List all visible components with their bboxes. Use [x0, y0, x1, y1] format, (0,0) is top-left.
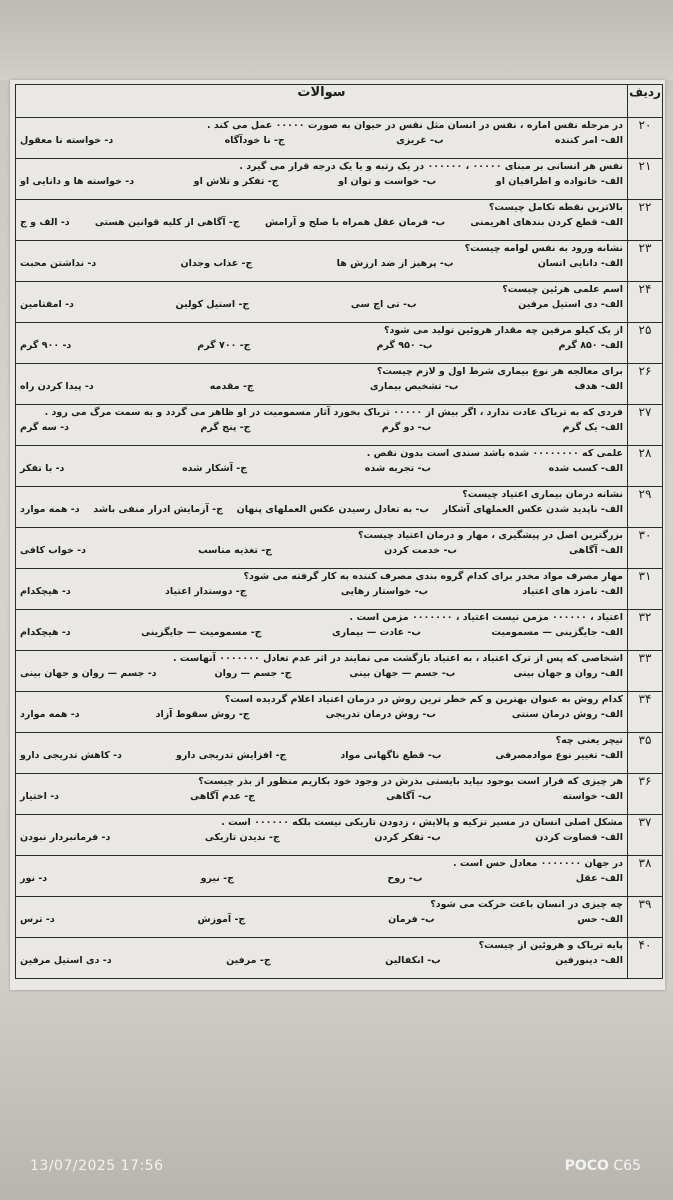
option-d: د- جسم — روان و جهان بینی [20, 668, 157, 679]
answer-options [16, 664, 627, 681]
option-c: ج- دوستدار اعتیاد [165, 586, 247, 597]
option-b: ب- تی اچ سی [350, 299, 417, 310]
question-text: در مرحله نفس اماره ، نفس در انسان مثل نفس در حیوان به صورت ۰۰۰۰۰ عمل می کند . [207, 120, 623, 131]
option-c: ج- پنج گرم [200, 422, 251, 433]
option-b: ب- روح [387, 873, 423, 884]
question-cell [16, 569, 628, 610]
question-cell [16, 528, 628, 569]
answer-options [16, 213, 627, 230]
question-cell [16, 159, 628, 200]
question-cell [16, 282, 628, 323]
question-cell [16, 651, 628, 692]
question-text: در جهان ۰۰۰۰۰۰۰ معادل حس است . [452, 858, 623, 869]
option-a: الف- خانواده و اطرافیان او [495, 176, 623, 187]
question-text: اسم علمی هرئین چیست؟ [502, 284, 623, 295]
option-a: الف- جایگزینی — مسمومیت [491, 627, 623, 638]
option-c: ج- ندیدن تاریکی [204, 832, 280, 843]
answer-options [16, 459, 627, 476]
option-c: ج- مقدمه [209, 381, 254, 392]
option-b: ب- خدمت کردن [384, 545, 457, 556]
option-a: الف- دی استیل مرفین [518, 299, 623, 310]
question-text: اشخاصی که پس از ترک اعتیاد ، به اعتیاد بازگشت می نمایند در اثر عدم تعادل ۰۰۰۰۰۰۰ آنهاست . [172, 653, 623, 664]
question-cell [16, 938, 628, 979]
row-number-header: ردیف [628, 85, 663, 118]
question-number: ۲۹ [628, 487, 663, 528]
question-number: ۳۸ [628, 856, 663, 897]
option-b: ب- عادت — بیماری [331, 627, 421, 638]
option-d: د- همه موارد [20, 504, 80, 515]
option-b: ب- آگاهی [386, 791, 432, 802]
option-a: الف- روش درمان سنتی [511, 709, 623, 720]
option-c: ج- آشکار شده [182, 463, 248, 474]
option-c: ج- عدم آگاهی [190, 791, 256, 802]
question-number: ۳۹ [628, 897, 663, 938]
option-c: ج- نا خودآگاه [224, 135, 285, 146]
option-c: ج- مسمومیت — جایگزینی [141, 627, 262, 638]
answer-options [16, 500, 627, 517]
question-cell [16, 487, 628, 528]
option-b: ب- تشخیص بیماری [369, 381, 459, 392]
question-text: تیچر یعنی چه؟ [555, 735, 623, 746]
question-number: ۳۴ [628, 692, 663, 733]
question-row [16, 774, 663, 815]
option-c: ج- تفکر و تلاش او [193, 176, 279, 187]
answer-options [16, 869, 627, 886]
question-text: کدام روش به عنوان بهترین و کم خطر ترین روش در درمان اعتیاد اعلام گردیده است؟ [224, 694, 623, 705]
question-cell [16, 897, 628, 938]
questions-header: سوالات [16, 85, 628, 118]
option-d: د- ۹۰۰ گرم [20, 340, 72, 351]
answer-options [16, 172, 627, 189]
question-row [16, 446, 663, 487]
option-d: د- فرمانبردار نبودن [20, 832, 111, 843]
question-row [16, 815, 663, 856]
question-number: ۲۰ [628, 118, 663, 159]
answer-options [16, 582, 627, 599]
option-d: د- نداشتن محبت [20, 258, 97, 269]
option-c: ج- آموزش [197, 914, 246, 925]
question-text: نشانه ورود به نفس لوامه چیست؟ [464, 243, 623, 254]
question-text: پایه تریاک و هروئین از چیست؟ [478, 940, 623, 951]
answer-options [16, 623, 627, 640]
option-c: ج- افزایش تدریجی دارو [175, 750, 287, 761]
question-text: نشانه درمان بیماری اعتیاد چیست؟ [462, 489, 623, 500]
question-row [16, 692, 663, 733]
question-number: ۲۶ [628, 364, 663, 405]
question-number: ۳۱ [628, 569, 663, 610]
question-cell [16, 815, 628, 856]
option-c: ج- ۷۰۰ گرم [197, 340, 251, 351]
option-b: ب- تفکر کردن [374, 832, 441, 843]
option-d: د- امفتامین [20, 299, 74, 310]
option-a: الف- قطع کردن بندهای اهریمنی [470, 217, 623, 228]
option-a: الف- حس [577, 914, 623, 925]
question-cell [16, 118, 628, 159]
option-d: د- سه گرم [20, 422, 69, 433]
question-number: ۲۲ [628, 200, 663, 241]
question-cell [16, 692, 628, 733]
option-a: الف- دینورفین [555, 955, 623, 966]
option-a: الف- خواسته [562, 791, 623, 802]
question-row [16, 282, 663, 323]
question-cell [16, 610, 628, 651]
question-number: ۲۱ [628, 159, 663, 200]
question-cell [16, 405, 628, 446]
answer-options [16, 746, 627, 763]
question-text: بالاترین نقطه تکامل چیست؟ [488, 202, 623, 213]
option-c: ج- مرفین [226, 955, 271, 966]
question-row [16, 241, 663, 282]
question-text: هر چیزی که قرار است بوجود بیاید بایستی بذرش در وجود خود بکاریم منظور از بذر چیست؟ [198, 776, 623, 787]
option-b: ب- انکفالین [385, 955, 441, 966]
questions-body [16, 118, 663, 979]
brand-name: POCO [564, 1158, 609, 1174]
question-cell [16, 774, 628, 815]
option-c: ج- استیل کولین [175, 299, 250, 310]
question-text: اعتیاد ، ۰۰۰۰۰۰ مزمن نیست اعتیاد ، ۰۰۰۰۰۰۰ مزمن است . [349, 612, 623, 623]
option-b: ب- روش درمان تدریجی [325, 709, 436, 720]
option-a: الف- ۸۵۰ گرم [558, 340, 623, 351]
option-d: د- ترس [20, 914, 55, 925]
option-c: ج- جسم — روان [214, 668, 292, 679]
option-a: الف- یک گرم [562, 422, 623, 433]
option-b: ب- قطع ناگهانی مواد [340, 750, 442, 761]
question-number: ۳۲ [628, 610, 663, 651]
answer-options [16, 295, 627, 312]
question-cell [16, 733, 628, 774]
exam-sheet [10, 80, 665, 990]
question-row [16, 487, 663, 528]
option-b: ب- خواستار رهایی [340, 586, 429, 597]
question-row [16, 897, 663, 938]
question-number: ۲۴ [628, 282, 663, 323]
question-row [16, 323, 663, 364]
question-cell [16, 364, 628, 405]
option-b: ب- فرمان عقل همراه با صلح و آرامش [264, 217, 446, 228]
option-b: ب- به تعادل رسیدن عکس العملهای پنهان [236, 504, 429, 515]
question-row [16, 528, 663, 569]
option-a: الف- کسب شده [548, 463, 623, 474]
table-header-row [16, 85, 663, 118]
question-text: از یک کیلو مرفین چه مقدار هروئین تولید می شود؟ [383, 325, 623, 336]
answer-options [16, 910, 627, 927]
question-row [16, 200, 663, 241]
question-row [16, 364, 663, 405]
option-d: د- کاهش تدریجی دارو [20, 750, 122, 761]
option-d: د- خواب کافی [20, 545, 86, 556]
option-a: الف- ناپدید شدن عکس العملهای آشکار [442, 504, 623, 515]
question-text: برای معالجه هر نوع بیماری شرط اول و لازم چیست؟ [376, 366, 623, 377]
option-c: ج- آگاهی از کلیه قوانین هستی [94, 217, 240, 228]
question-text: چه چیزی در انسان باعث حرکت می شود؟ [430, 899, 623, 910]
question-number: ۲۳ [628, 241, 663, 282]
question-number: ۳۵ [628, 733, 663, 774]
option-d: د- خواسته ها و دانایی او [20, 176, 135, 187]
answer-options [16, 828, 627, 845]
answer-options [16, 787, 627, 804]
option-a: الف- دانایی انسان [537, 258, 623, 269]
question-row [16, 405, 663, 446]
answer-options [16, 254, 627, 271]
option-b: ب- خواست و توان او [338, 176, 437, 187]
question-number: ۲۸ [628, 446, 663, 487]
question-row [16, 159, 663, 200]
option-b: ب- جسم — جهان بینی [349, 668, 456, 679]
question-cell [16, 241, 628, 282]
option-b: ب- فرمان [388, 914, 435, 925]
question-cell [16, 446, 628, 487]
option-c: ج- عذاب وجدان [180, 258, 253, 269]
option-a: الف- عقل [575, 873, 623, 884]
option-a: الف- نامزد های اعتیاد [522, 586, 623, 597]
background-top [0, 0, 673, 80]
option-c: ج- روش سقوط آزاد [155, 709, 250, 720]
option-a: الف- آگاهی [569, 545, 623, 556]
answer-options [16, 541, 627, 558]
option-d: د- هیچکدام [20, 586, 71, 597]
question-number: ۳۷ [628, 815, 663, 856]
question-text: مشکل اصلی انسان در مسیر تزکیه و پالایش ، زدودن تاریکی نیست بلکه ۰۰۰۰۰۰ است . [221, 817, 623, 828]
question-text: علمی که ۰۰۰۰۰۰۰۰ شده باشد سندی است بدون نقص . [366, 448, 623, 459]
answer-options [16, 951, 627, 968]
option-c: ج- تغذیه مناسب [198, 545, 273, 556]
questions-table [15, 84, 663, 979]
option-d: د- الف و ج [20, 217, 70, 228]
question-number: ۲۷ [628, 405, 663, 446]
option-d: د- هیچکدام [20, 627, 71, 638]
option-c: ج- نیرو [200, 873, 234, 884]
question-text: بزرگترین اصل در پیشگیری ، مهار و درمان اعتیاد چیست؟ [357, 530, 623, 541]
question-row [16, 610, 663, 651]
question-cell [16, 856, 628, 897]
option-b: ب- دو گرم [381, 422, 432, 433]
option-d: د- اختیار [20, 791, 60, 802]
photo-timestamp: 13/07/2025 17:56 [30, 1158, 164, 1174]
answer-options [16, 336, 627, 353]
question-text: نفس هر انسانی بر مبنای ۰۰۰۰۰ ، ۰۰۰۰۰۰ در یک رتبه و یا یک درجه قرار می گیرد . [239, 161, 623, 172]
option-a: الف- هدف [574, 381, 623, 392]
question-number: ۲۵ [628, 323, 663, 364]
option-a: الف- قضاوت کردن [535, 832, 623, 843]
question-number: ۳۳ [628, 651, 663, 692]
option-d: د- نور [20, 873, 48, 884]
question-text: فردی که به تریاک عادت ندارد ، اگر بیش از ۰۰۰۰۰ تریاک بخورد آثار مسمومیت در او ظاهر می گردد و به سمت مرگ می رود . [44, 407, 623, 418]
question-text: مهار مصرف مواد مخدر برای کدام گروه بندی مصرف کننده به کار گرفته می شود؟ [243, 571, 623, 582]
camera-watermark [565, 1158, 641, 1174]
option-b: ب- تجربه شده [364, 463, 431, 474]
question-row [16, 118, 663, 159]
answer-options [16, 131, 627, 148]
question-number: ۳۰ [628, 528, 663, 569]
question-number: ۴۰ [628, 938, 663, 979]
option-d: د- دی استیل مرفین [20, 955, 112, 966]
question-number: ۳۶ [628, 774, 663, 815]
option-b: ب- ۹۵۰ گرم [376, 340, 433, 351]
option-d: د- با تفکر [20, 463, 65, 474]
option-d: د- خواسته نا معقول [20, 135, 114, 146]
option-d: د- پیدا کردن راه [20, 381, 94, 392]
brand-model: C65 [608, 1158, 641, 1174]
option-a: الف- تغییر نوع موادمصرفی [495, 750, 623, 761]
option-a: الف- امر کننده [554, 135, 623, 146]
question-row [16, 569, 663, 610]
option-a: الف- روان و جهان بینی [513, 668, 623, 679]
answer-options [16, 377, 627, 394]
option-d: د- همه موارد [20, 709, 80, 720]
answer-options [16, 705, 627, 722]
question-cell [16, 200, 628, 241]
option-b: ب- غریزی [396, 135, 444, 146]
option-b: ب- پرهیز از ضد ارزش ها [336, 258, 454, 269]
question-row [16, 938, 663, 979]
answer-options [16, 418, 627, 435]
question-cell [16, 323, 628, 364]
question-row [16, 651, 663, 692]
question-row [16, 856, 663, 897]
question-row [16, 733, 663, 774]
option-c: ج- آزمایش ادرار منفی باشد [93, 504, 223, 515]
